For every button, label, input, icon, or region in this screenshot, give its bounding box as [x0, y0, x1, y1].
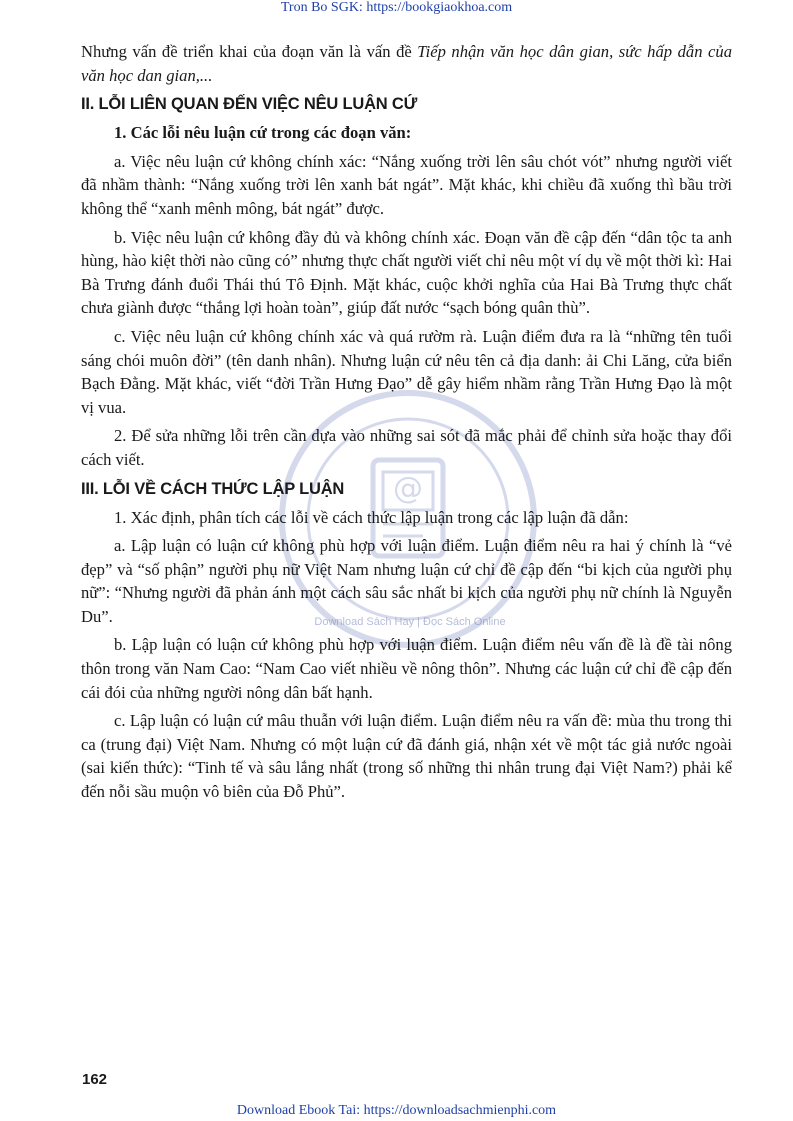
page-content	[81, 40, 732, 809]
section2-paragraph-c: c. Việc nêu luận cứ không chính xác và quá rườm rà. Luận điểm đưa ra là “những tên tuổi sáng chói muôn đời” (tên danh nhân). Nhưng luận cứ nêu tên cả địa danh: ải Chi Lăng, cửa biển Bạch Đằng. Mặt khác, viết “đời Trần Hưng Đạo” dễ gây hiểm nhầm rằng Trần Hưng Đạo là một vị vua.	[81, 326, 732, 417]
footer-link[interactable]: Download Ebook Tai: https://downloadsachmienphi.com	[236, 1103, 557, 1118]
page-number: 162	[82, 1071, 108, 1088]
intro-italic: Tiếp nhận văn học dân gian, sức hấp dẫn của văn học dan gian,...	[81, 42, 733, 85]
section2-heading: II. LỖI LIÊN QUAN ĐẾN VIỆC NÊU LUẬN CỨ	[81, 95, 418, 114]
section2-subheading: 1. Các lỗi nêu luận cứ trong các đoạn văn:	[114, 123, 412, 143]
intro-paragraph	[81, 40, 732, 87]
header-link[interactable]: Tron Bo SGK: https://bookgiaokhoa.com	[280, 0, 513, 15]
section3-paragraph-a: a. Lập luận có luận cứ không phù hợp với luận điểm. Luận điểm nêu ra hai ý chính là “vẻ đẹp” và “số phận” người phụ nữ Việt Nam nhưng luận cứ chỉ đề cập đến “bi kịch của người phụ nữ”: “Nhưng người đã phản ánh một cách sâu sắc nhất bi kịch của người phụ nữ chính là Nguyễn Du”.	[81, 536, 732, 626]
section2-point-2: 2. Để sửa những lỗi trên cần dựa vào những sai sót đã mắc phải để chỉnh sửa hoặc thay đổi cách viết.	[81, 426, 732, 469]
section2-paragraph-b: b. Việc nêu luận cứ không đầy đủ và không chính xác. Đoạn văn đề cập đến “dân tộc ta anh hùng, hào kiệt thời nào cũng có” nhưng thực chất người viết chỉ nêu một ví dụ về một thời kì: Hai Bà Trưng đánh đuổi Thái thú Tô Định. Mặt khác, cuộc khởi nghĩa của Hai Bà Trưng thực chất chưa giành được “thắng lợi hoàn toàn”, giúp đất nước “sạch bóng quân thù”.	[81, 227, 732, 318]
section3-heading: III. LỖI VỀ CÁCH THỨC LẬP LUẬN	[81, 479, 345, 498]
watermark-text: Download Sách Hay | Đọc Sách Online	[314, 616, 506, 628]
section3-paragraph-b: b. Lập luận có luận cứ không phù hợp với luận điểm. Luận điểm nêu vấn đề là đề tài nông thôn trong văn Nam Cao: “Nam Cao viết nhiều về nông thôn”. Nhưng các luận cứ chỉ đề cập đến cái đói của những người nông dân bất hạnh.	[81, 635, 732, 702]
section3-point-1: 1. Xác định, phân tích các lỗi về cách thức lập luận trong các lập luận đã dẫn:	[114, 507, 629, 527]
intro-text: Nhưng vấn đề triển khai của đoạn văn là vấn đề	[81, 42, 418, 61]
svg-text:@: @	[393, 471, 423, 506]
section3-paragraph-c: c. Lập luận có luận cứ mâu thuẫn với luận điểm. Luận điểm nêu ra vấn đề: mùa thu trong thi ca (trung đại) Việt Nam. Nhưng có một luận cứ đã đánh giá, nhận xét về một tác giả nước ngoài (sai kiến thức): “Tinh tế và sâu lắng nhất (trong số những thi nhân trung đại Việt Nam?) phải kể đến nỗi sầu muộn vô biên của Đỗ Phủ”.	[81, 711, 732, 802]
section2-paragraph-a: a. Việc nêu luận cứ không chính xác: “Nắng xuống trời lên sâu chót vót” nhưng người viết đã nhầm thành: “Nắng xuống trời lên xanh bát ngát”. Mặt khác, khi chiều đã xuống thì bầu trời không thể “xanh mênh mông, bát ngát” được.	[81, 151, 732, 218]
